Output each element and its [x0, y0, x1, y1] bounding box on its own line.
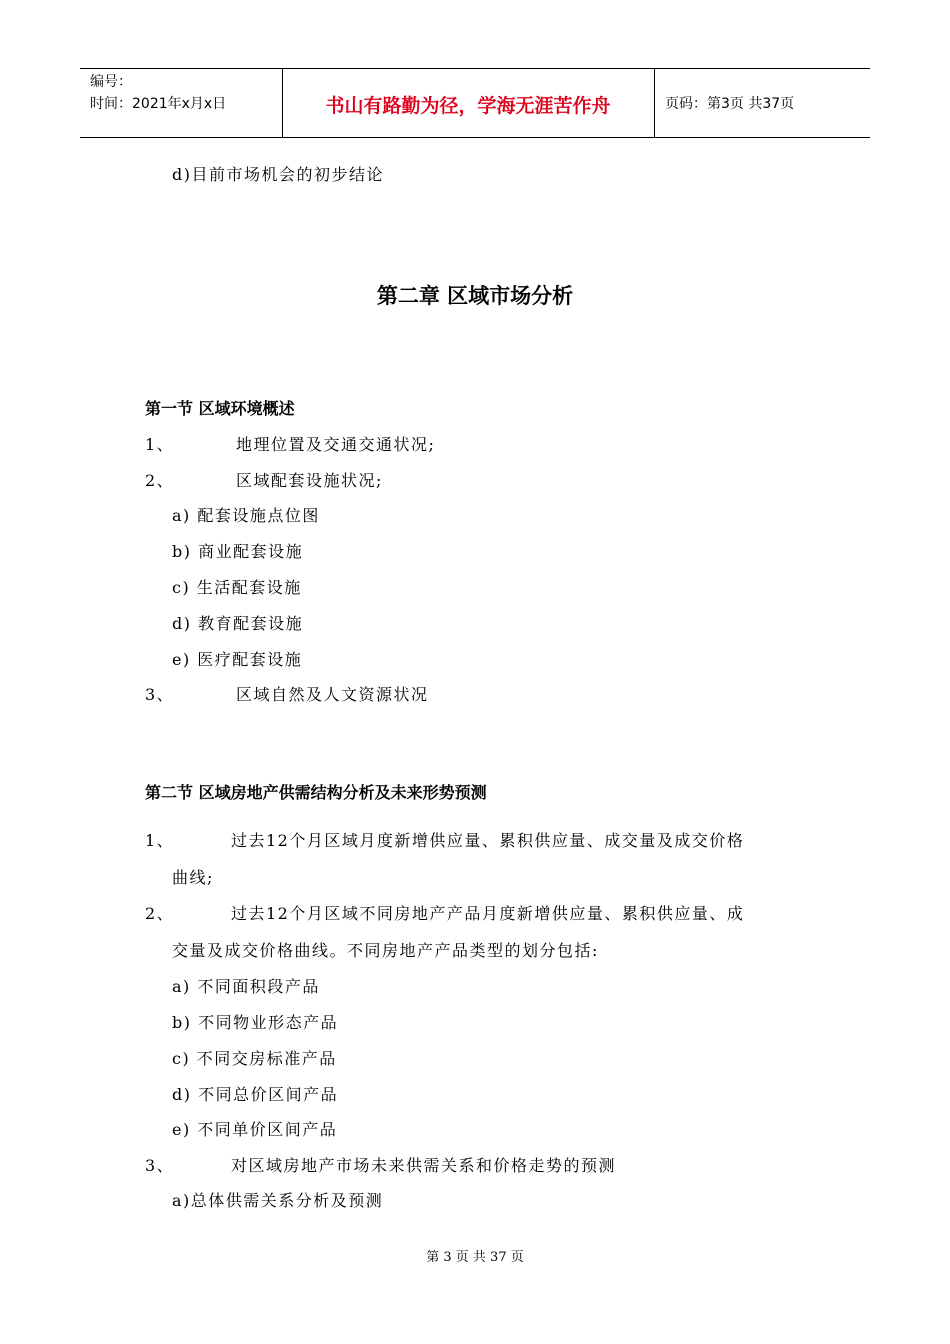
section2-subitem: b) 不同物业形态产品: [172, 1013, 339, 1032]
section2-subitem: d) 不同总价区间产品: [172, 1085, 339, 1104]
page-header: [80, 68, 870, 138]
section2-item1-line1: 过去12个月区域月度新增供应量、累积供应量、成交量及成交价格: [231, 831, 745, 850]
section1-item3-number: 3、: [145, 685, 175, 704]
section2-item1-number: 1、: [145, 831, 175, 850]
section2-subitem: e) 不同单价区间产品: [172, 1120, 338, 1139]
section1-subitem: b) 商业配套设施: [172, 542, 304, 561]
header-motto: 书山有路勤为径，学海无涯苦作舟: [325, 95, 611, 117]
section1-item1-text: 地理位置及交通交通状况;: [236, 435, 436, 454]
section1-subitem: d) 教育配套设施: [172, 614, 304, 633]
header-page-info: 页码：第3页 共37页: [665, 96, 795, 112]
header-middle-cell: [282, 69, 655, 137]
section2-item3-subitem: a)总体供需关系分析及预测: [172, 1191, 384, 1210]
header-left-cell: [80, 69, 283, 137]
section2-item2-number: 2、: [145, 904, 175, 923]
intro-list-item: d)目前市场机会的初步结论: [172, 165, 384, 184]
section1-subitem: a) 配套设施点位图: [172, 506, 320, 525]
section1-item2-number: 2、: [145, 471, 175, 490]
section1-item3-text: 区域自然及人文资源状况: [236, 685, 429, 704]
section1-subitem: c) 生活配套设施: [172, 578, 302, 597]
section1-item1-number: 1、: [145, 435, 175, 454]
section2-item3-text: 对区域房地产市场未来供需关系和价格走势的预测: [231, 1156, 617, 1175]
section2-item3-number: 3、: [145, 1156, 175, 1175]
section1-subitem: e) 医疗配套设施: [172, 650, 303, 669]
document-time-label: 时间：2021年x月x日: [90, 96, 227, 112]
section2-item1-line2: 曲线;: [172, 868, 214, 887]
section2-subitem: a) 不同面积段产品: [172, 977, 320, 996]
section1-title: 第一节 区域环境概述: [145, 399, 295, 418]
chapter-title: 第二章 区域市场分析: [376, 284, 574, 308]
section1-item2-text: 区域配套设施状况;: [236, 471, 383, 490]
page-footer: 第 3 页 共 37 页: [426, 1250, 524, 1265]
section2-item2-line1: 过去12个月区域不同房地产产品月度新增供应量、累积供应量、成: [231, 904, 745, 923]
section2-title: 第二节 区域房地产供需结构分析及未来形势预测: [145, 783, 487, 802]
section2-item2-line2: 交量及成交价格曲线。不同房地产产品类型的划分包括:: [172, 941, 599, 960]
header-right-cell: [655, 69, 870, 137]
section2-subitem: c) 不同交房标准产品: [172, 1049, 337, 1068]
document-number-label: 编号：: [90, 74, 132, 90]
